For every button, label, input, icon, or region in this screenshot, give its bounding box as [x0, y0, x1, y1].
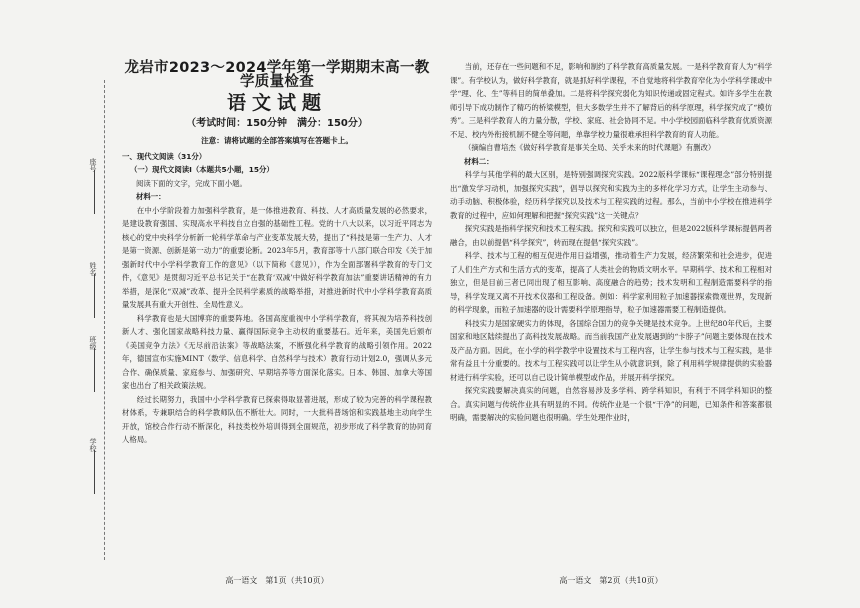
subsection-heading: （一）现代文阅读Ⅰ（本题共5小题，15分） [130, 165, 274, 174]
binding-fill-line [94, 274, 95, 318]
paragraph: 科学、技术与工程的相互促进作用日益增强，推动着生产力发展，经济繁荣和社会进步，促进了人们生产方式和生活方式的变革，提高了人类社会的物质文明水平。早期科学、技术和工程相对独立，但是目前三者已同出现了相互影响、高度融合的趋势；技术发明和工程制造需要科学的指导，科学发现又离不开技术仪器和工程设备。例如：科学家利用粒子加速器探索微观世界，发现新的科学现象，而粒子加速器的设计需要科学原理指导，粒子加速器需要工程制造提供。 [450, 251, 772, 314]
subject-title: 语文试题 [226, 92, 327, 114]
material-label: 材料一： [136, 192, 166, 201]
paragraph: 经过长期努力，我国中小学科学教育已探索得取显著进展，形成了较为完善的科学课程教材体系，专兼职结合的科学教师队伍不断壮大。同时，一大批科普场馆和实践基地主动向学生开放，馆校合作行动不断深化，科技类校外培训得到全面规范，初步形成了科学教育的协同育人格局。 [122, 394, 432, 444]
paragraph: 探究实践是指科学探究和技术工程实践。探究和实践可以独立，但是2022版科学课标提倡两者融合，由以前提倡“科学探究”，转而现在提倡“探究实践”。 [450, 224, 772, 247]
binding-fill-line [94, 170, 95, 214]
paragraph: 探究实践要解决真实的问题，自然容易涉及多学科、跨学科知识，有利于不同学科知识的整合。真实问题与传统作业具有明显的不同。传统作业是一个很“干净”的问题，已知条件和答案都很明确，需要解决的实验问题也很明确。学生处理作业时， [450, 386, 772, 422]
paragraph: 科学教育也是大国博弈的重要阵地。各国高度重视中小学科学教育，将其视为培养科技创新人才、强化国家战略科技力量、赢得国际竞争主动权的重要基石。近年来，美国先后颁布《美国竞争力法》《无尽前沿法案》等战略法案，不断强化科学教育的战略引领作用。2022年，德国宣布实施MINT（数学、信息科学、自然科学与技术）教育行动计划2.0，强调从多元合作、确保质量、家庭参与、加强研究、早期培养等方面深化落实。日本、韩国、加拿大等国家也出台了相关政策法规。 [122, 313, 432, 390]
exam-title: 龙岩市2023～2024学年第一学期期末高一教学质量检查 [124, 60, 430, 90]
binding-label-class: 班级 [89, 336, 97, 350]
material-label: 材料二： [464, 156, 494, 166]
exam-time: （考试时间：150分钟 满分：150分） [186, 117, 368, 129]
page-footer: 高一语文 第1页（共10页） [225, 576, 329, 585]
reading-instruction: 阅读下面的文字，完成下面小题。 [136, 178, 247, 188]
binding-label-school: 学校 [89, 438, 97, 452]
binding-dashed-line [104, 80, 105, 560]
binding-label-seat: 座号 [89, 158, 97, 172]
page-footer: 高一语文 第2页（共10页） [559, 576, 663, 585]
paragraph: 在中小学阶段着力加强科学教育，是一体推进教育、科技、人才高质量发展的必然要求，是建设教育强国、实现高水平科技自立自强的基础性工程。党的十八大以来，以习近平同志为核心的党中央科学分析新一轮科学革命与产业变革发展大势，提出了“科技是第一生产力、人才是第一资源、创新是第一动力”的重要论断。2023年5月，教育部等十八部门联合印发《关于加强新时代中小学科学教育工作的意见》（以下简称《意见》），作为全面部署科学教育的专门文件，《意见》是贯彻习近平总书记关于“在教育‘双减’中做好科学教育加法”重要讲话精神的有力举措，是深化“双减”改革、提升全民科学素质的战略举措，对推进新时代中小学科学教育高质量发展具有重大开创性、全局性意义。 [122, 205, 432, 309]
exam-notice: 注意：请将试题的全部答案填写在答题卡上。 [201, 136, 353, 145]
section-heading: 一、现代文阅读（31分） [122, 151, 207, 161]
paragraph: 科技实力是国家硬实力的体现，各国综合国力的竞争关键是技术竞争。上世纪80年代后，主要国家和地区陆续提出了高科技发展战略。而当前我国产业发展遇到的“卡脖子”问题主要体现在技术及产品方面。因此，在小学的科学教学中设置技术与工程内容，让学生参与技术与工程实践，是非常有益且十分重要的。技术与工程实践可以让学生从小就意识到，除了利用科学规律提供的实验器材进行科学实验，还可以自己设计简单模型或作品，并展开科学探究。 [450, 318, 772, 382]
paragraph: 当前，还存在一些问题和不足，影响和制约了科学教育高质量发展。一是科学教育育人为“科学课”。有学校认为，做好科学教育，就是抓好科学课程，不自觉地将科学教育窄化为小学科学课或中学“理、化、生”等科目的简单叠加。二是将科学探究弱化为知识传递或固定程式。如许多学生在教师引导下成功制作了精巧的桥梁模型，但大多数学生并不了解背后的科学原理，科学探究成了“模仿秀”。三是科学教育人的力量分散，学校、家庭、社会协同不足。中小学校园面临科学教育优质资源不足、校内外衔接机制不健全等问题，单靠学校力量很难承担科学教育的育人功能。 [450, 62, 772, 139]
binding-fill-line [94, 450, 95, 494]
source-citation: （摘编自曹培杰《做好科学教育是事关全局、关乎未来的时代课题》有删改） [464, 143, 716, 152]
right-column [450, 60, 772, 425]
paragraph: 科学与其他学科的最大区别，是特别强调探究实践。2022版科学课标“课程理念”部分特别提出“激发学习动机，加强探究实践”，倡导以探究和实践为主的多样化学习方式，让学生主动参与、动手动脑、积极体验，经历科学探究以及技术与工程实践的过程。那么，当前中小学校在推进科学教育的过程中，应如何理解和把握“探究实践”这一关键点？ [450, 170, 772, 220]
left-column [122, 40, 432, 447]
binding-label-name: 姓名 [89, 262, 97, 276]
binding-fill-line [94, 348, 95, 392]
